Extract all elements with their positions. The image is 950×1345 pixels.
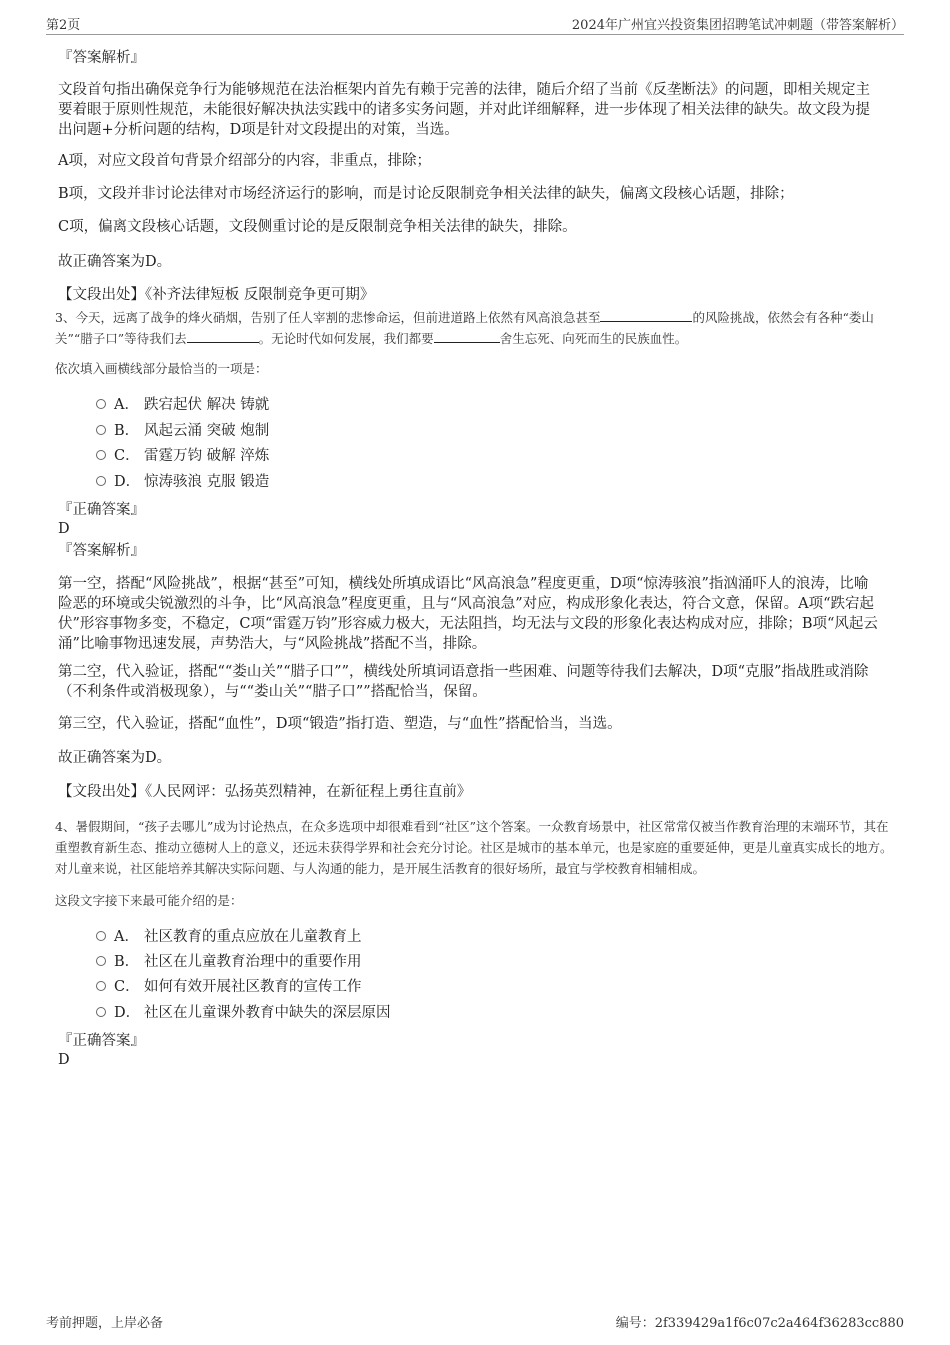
answer-conclusion: 故正确答案为D。: [58, 750, 172, 766]
radio-icon[interactable]: [96, 425, 106, 435]
document-id: 编号：2f339429a1f6c07c2a464f36283cc880: [615, 1316, 904, 1331]
footer-slogan: 考前押题，上岸必备: [46, 1316, 164, 1331]
analysis-paragraph: 第三空，代入验证，搭配“血性”，D项“锻造”指打造、塑造，与“血性”搭配恰当，当选。: [58, 716, 622, 732]
analysis-label: 『答案解析』: [58, 543, 145, 559]
option-b[interactable]: B． 风起云涌 突破 炮制: [96, 421, 269, 443]
radio-icon[interactable]: [96, 931, 106, 941]
analysis-paragraph: 第一空，搭配“风险挑战”，根据“甚至”可知，横线处所填成语比“风高浪急”程度更重，D项“惊涛骇浪”指汹涌吓人的浪涛，比喻险恶的环境或尖锐激烈的斗争，比“风高浪急”程度更重，且与“风高浪急”对应，构成形象化表达，符合文意，保留。A项“跌宕起伏”形容事物多变，不稳定，C项“雷霆万钧”形容威力极大，无法阻挡，均无法与文段的形象化表达构成对应，排除；B项“风起云涌”比喻事物迅速发展，声势浩大，与“风险挑战”搭配不当，排除。: [58, 576, 878, 652]
page-number: 第2页: [46, 18, 81, 33]
analysis-option-c: C项，偏离文段核心话题，文段侧重讨论的是反限制竞争相关法律的缺失，排除。: [58, 219, 577, 235]
analysis-option-a: A项，对应文段首句背景介绍部分的内容，非重点，排除；: [58, 153, 431, 169]
option-c[interactable]: C． 雷霆万钧 破解 淬炼: [96, 446, 269, 468]
radio-icon[interactable]: [96, 399, 106, 409]
radio-icon[interactable]: [96, 956, 106, 966]
radio-icon[interactable]: [96, 476, 106, 486]
radio-icon[interactable]: [96, 1007, 106, 1017]
correct-answer-label: 『正确答案』: [58, 1033, 145, 1049]
source-citation: 【文段出处】《补齐法律短板 反限制竞争更可期》: [58, 287, 375, 303]
correct-answer-label: 『正确答案』: [58, 502, 145, 518]
document-title: 2024年广州宜兴投资集团招聘笔试冲刺题（带答案解析）: [571, 18, 904, 33]
analysis-label: 『答案解析』: [58, 50, 145, 66]
option-c[interactable]: C． 如何有效开展社区教育的宣传工作: [96, 977, 362, 999]
analysis-paragraph: 文段首句指出确保竞争行为能够规范在法治框架内首先有赖于完善的法律，随后介绍了当前《反垄断法》的问题，即相关规定主要着眼于原则性规范，未能很好解决执法实践中的诸多实务问题，并对此详细解释，进一步体现了相关法律的缺失。故文段为提出问题+分析问题的结构，D项是针对文段提出的对策，当选。: [58, 82, 870, 138]
correct-answer: D: [58, 1052, 70, 1068]
option-a[interactable]: A． 跌宕起伏 解决 铸就: [96, 395, 269, 417]
option-b[interactable]: B． 社区在儿童教育治理中的重要作用: [96, 952, 362, 974]
blank-line: [434, 330, 500, 343]
option-d[interactable]: D． 社区在儿童课外教育中缺失的深层原因: [96, 1003, 391, 1025]
question-prompt: 这段文字接下来最可能介绍的是：: [55, 893, 243, 908]
page-header: [46, 14, 904, 35]
question-stem: 4、暑假期间，“孩子去哪儿”成为讨论热点，在众多选项中却很难看到“社区”这个答案。一众教育场景中，社区常常仅被当作教育治理的末端环节，其在重塑教育新生态、推动立德树人上的意义，还远未获得学界和社会充分讨论。社区是城市的基本单元，也是家庭的重要延伸，更是儿童真实成长的地方。对儿童来说，社区能培养其解决实际问题、与人沟通的能力，是开展生活教育的很好场所，最宜与学校教育相辅相成。: [55, 819, 893, 876]
radio-icon[interactable]: [96, 981, 106, 991]
blank-line: [187, 330, 259, 343]
question-stem: 3、今天，远离了战争的烽火硝烟，告别了任人宰割的悲惨命运，但前进道路上依然有风高浪急甚至 的风险挑战，依然会有各种“娄山关”“腊子口”等待我们去 。无论时代如何发展，我们都要 舍生忘死、向死而生的民族血性。: [55, 310, 874, 346]
page-footer: [46, 1312, 904, 1332]
radio-icon[interactable]: [96, 450, 106, 460]
analysis-option-b: B项，文段并非讨论法律对市场经济运行的影响，而是讨论反限制竞争相关法律的缺失，偏离文段核心话题，排除；: [58, 186, 794, 202]
correct-answer: D: [58, 521, 70, 537]
option-d[interactable]: D． 惊涛骇浪 克服 锻造: [96, 472, 269, 494]
option-a[interactable]: A． 社区教育的重点应放在儿童教育上: [96, 927, 362, 949]
question-prompt: 依次填入画横线部分最恰当的一项是：: [55, 361, 268, 376]
answer-conclusion: 故正确答案为D。: [58, 254, 172, 270]
analysis-paragraph: 第二空，代入验证，搭配““娄山关”“腊子口””，横线处所填词语意指一些困难、问题等待我们去解决，D项“克服”指战胜或消除（不利条件或消极现象），与““娄山关”“腊子口””搭配恰当，保留。: [58, 664, 869, 700]
blank-line: [600, 309, 692, 322]
source-citation: 【文段出处】《人民网评：弘扬英烈精神，在新征程上勇往直前》: [58, 784, 472, 800]
